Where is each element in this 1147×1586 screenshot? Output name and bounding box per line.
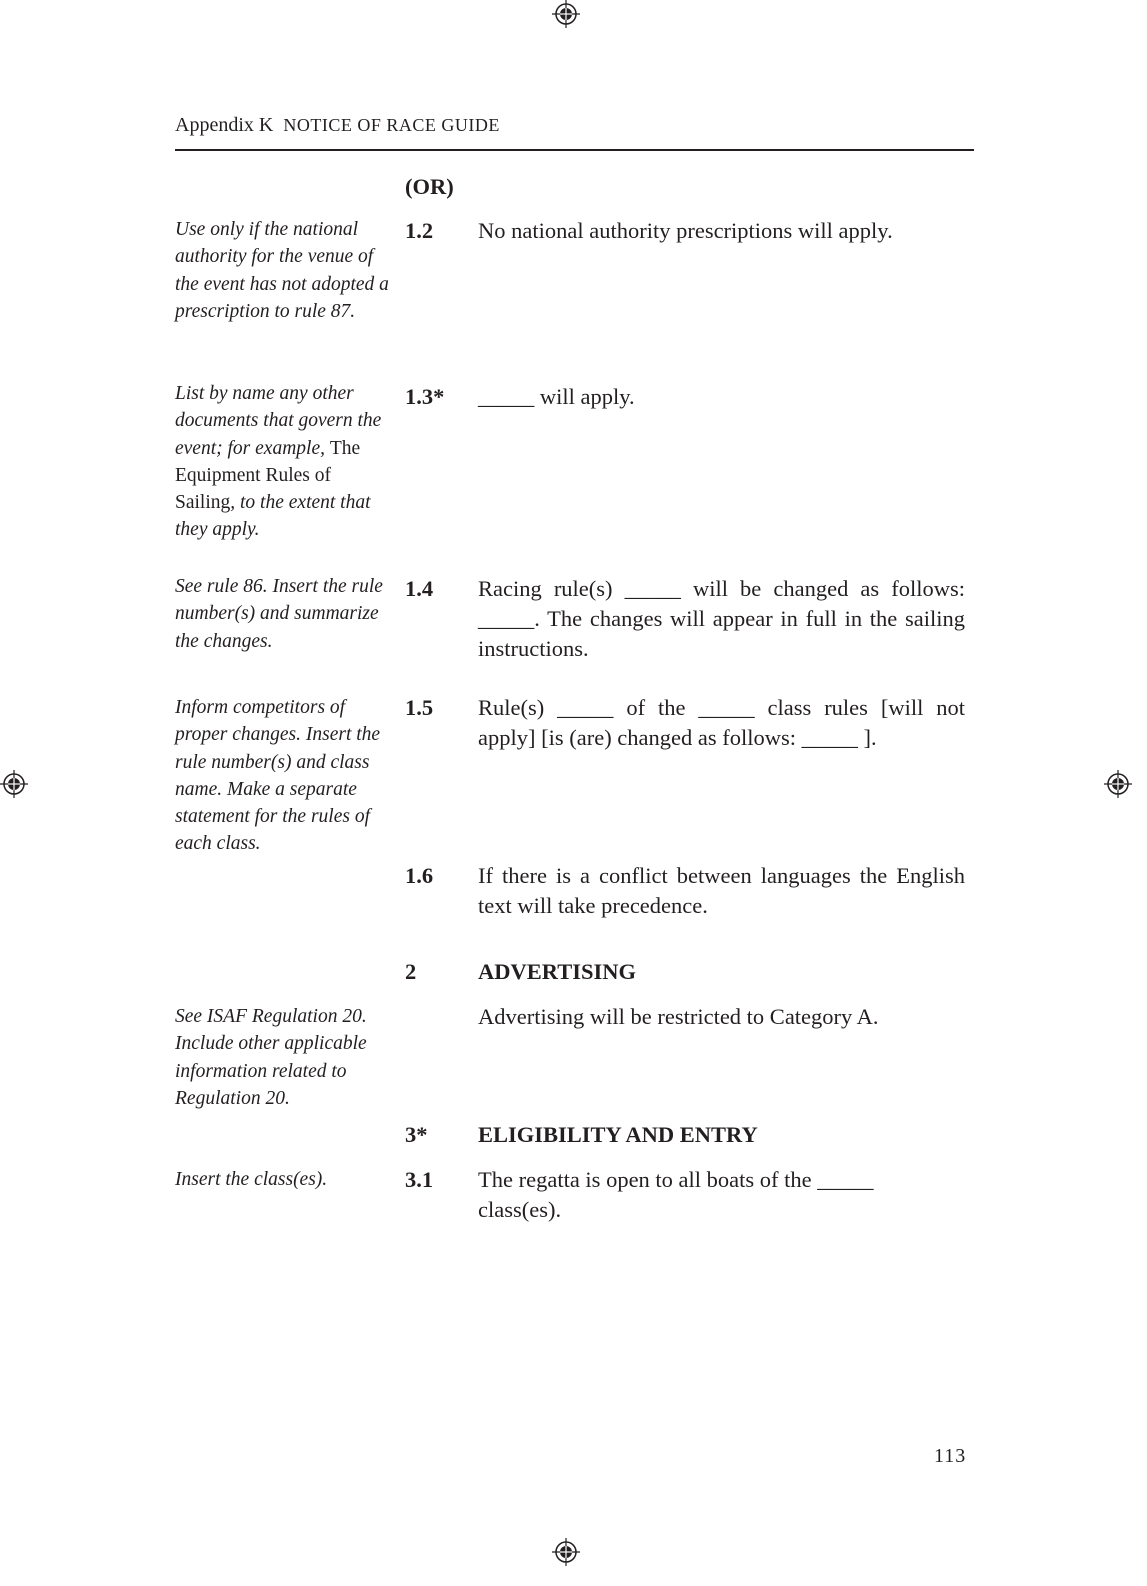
registration-mark-icon	[552, 1538, 580, 1566]
margin-note: Use only if the national authority for the venue of the event has not adopted a prescription to rule 87.	[175, 219, 389, 322]
margin-note	[175, 380, 390, 544]
appendix-label: Appendix K	[175, 114, 274, 136]
margin-note: Inform competitors of proper changes. Insert the rule number(s) and class name. Make a separate statement for the rules of each class.	[175, 697, 381, 855]
margin-note: Insert the class(es).	[175, 1169, 328, 1190]
header-title: NOTICE OF RACE GUIDE	[283, 115, 500, 135]
header-rule	[175, 149, 974, 151]
section-text: No national authority prescriptions will apply.	[478, 218, 893, 243]
registration-mark-icon	[0, 770, 28, 798]
section-text: Racing rule(s) _____ will be changed as follows: _____. The changes will appear in full in the sailing instructions.	[478, 576, 965, 661]
section-heading: ELIGIBILITY AND ENTRY	[478, 1122, 758, 1147]
section-number: 1.4	[405, 576, 434, 601]
note-part: , to the extent that they apply.	[175, 492, 371, 541]
margin-note: See rule 86. Insert the rule number(s) and summarize the changes.	[175, 576, 383, 652]
section-text: If there is a conflict between languages the English text will take precedence.	[478, 863, 965, 918]
margin-note: See ISAF Regulation 20. Include other applicable information related to Regulation 20.	[175, 1006, 367, 1109]
page-number: 113	[934, 1445, 967, 1467]
section-number: 1.3*	[405, 384, 445, 409]
section-number: 3.1	[405, 1167, 434, 1192]
or-label: (OR)	[405, 174, 454, 199]
registration-mark-icon	[1104, 770, 1132, 798]
section-number: 1.2	[405, 218, 434, 243]
section-text: Rule(s) _____ of the _____ class rules [will not apply] [is (are) changed as follows: _____ ].	[478, 695, 965, 750]
running-header	[175, 114, 500, 137]
section-text: The regatta is open to all boats of the _____ class(es).	[478, 1167, 874, 1222]
section-number: 1.6	[405, 863, 434, 888]
section-text: _____ will apply.	[478, 384, 635, 409]
note-part: List by name any other documents that govern the event; for example,	[175, 383, 382, 459]
section-number: 3*	[405, 1122, 428, 1147]
registration-mark-icon	[552, 0, 580, 28]
section-number: 1.5	[405, 695, 434, 720]
section-number: 2	[405, 959, 417, 984]
section-text: Advertising will be restricted to Category A.	[478, 1004, 879, 1029]
section-heading: ADVERTISING	[478, 959, 636, 984]
document-title: The Equipment Rules of Sailing	[175, 437, 361, 514]
